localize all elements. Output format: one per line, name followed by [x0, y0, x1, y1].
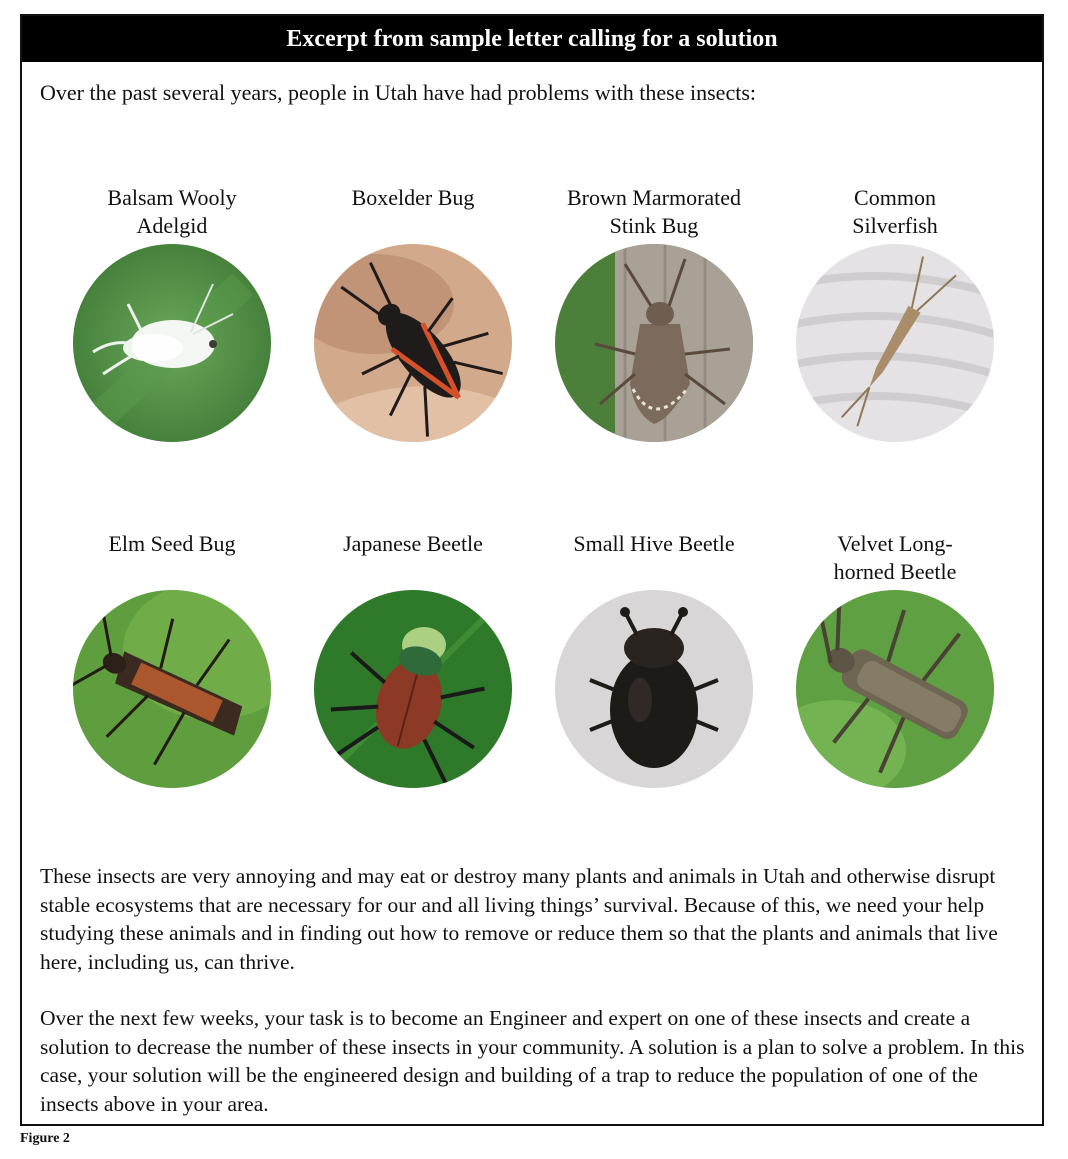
- insect-label: Small Hive Beetle: [573, 531, 735, 556]
- elm-seed-bug-photo: [73, 590, 271, 788]
- letter-excerpt-frame: [20, 14, 1044, 1126]
- brown-marmorated-stink-bug-photo: [555, 244, 753, 442]
- insect-card-elm-seed-bug: [52, 530, 292, 788]
- intro-text: Over the past several years, people in Utah have had problems with these insects:: [40, 80, 756, 105]
- figure-caption: Figure 2: [20, 1131, 70, 1146]
- banner-title: Excerpt from sample letter calling for a solution: [22, 16, 1042, 62]
- balsam-wooly-adelgid-photo: [73, 244, 271, 442]
- insect-label: Brown Marmorated Stink Bug: [566, 185, 742, 238]
- insect-card-boxelder-bug: [293, 184, 533, 442]
- common-silverfish-photo: [796, 244, 994, 442]
- boxelder-bug-photo: [314, 244, 512, 442]
- insect-label: Elm Seed Bug: [108, 531, 236, 556]
- insect-card-brown-marmorated-stink-bug: [534, 184, 774, 442]
- japanese-beetle-photo: [314, 590, 512, 788]
- insect-label: Japanese Beetle: [343, 531, 483, 556]
- velvet-longhorned-beetle-photo: [796, 590, 994, 788]
- paragraph-problem: These insects are very annoying and may eat or destroy many plants and animals in Utah and otherwise disrupt stable ecosystems that are necessary for our and all living things’ survival. Because of this, we need your help studying these animals and in finding out how to remove or reduce them so that the plants and animals that live here, including us, can thrive.: [40, 864, 998, 974]
- insect-card-japanese-beetle: [293, 530, 533, 788]
- insect-card-velvet-longhorned-beetle: [775, 530, 1015, 788]
- insect-label: Boxelder Bug: [351, 185, 475, 210]
- small-hive-beetle-photo: [555, 590, 753, 788]
- insect-card-small-hive-beetle: [534, 530, 774, 788]
- insect-card-common-silverfish: [775, 184, 1015, 442]
- insect-card-balsam-wooly-adelgid: [52, 184, 292, 442]
- insect-label: Balsam Wooly Adelgid: [107, 185, 237, 238]
- insect-label: Velvet Long- horned Beetle: [833, 531, 957, 584]
- paragraph-task: Over the next few weeks, your task is to become an Engineer and expert on one of these insects and create a solution to decrease the number of these insects in your community. A solution is a plan to solve a problem. In this case, your solution will be the engineered design and building of a trap to reduce the population of one of the insects above in your area.: [40, 1006, 1025, 1116]
- insect-label: Common Silverfish: [852, 185, 938, 238]
